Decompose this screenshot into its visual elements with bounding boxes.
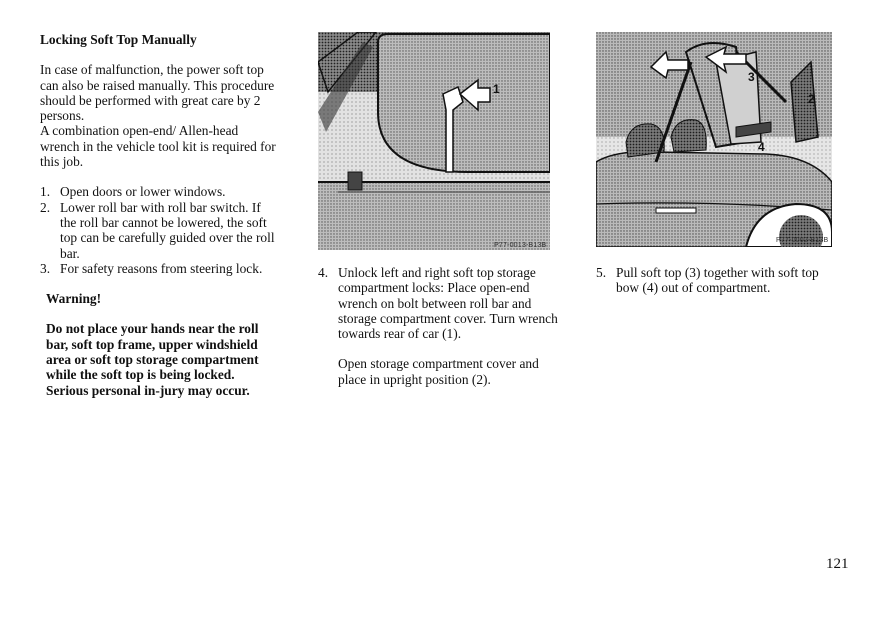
step-number: 1. bbox=[40, 184, 51, 200]
step-number: 2. bbox=[40, 199, 51, 215]
step-number: 3. bbox=[40, 260, 51, 276]
step-text: Pull soft top (3) together with soft top bow (4) out of compartment. bbox=[616, 265, 819, 296]
compartment-lock-illustration bbox=[318, 32, 550, 250]
step-extra-text: Open storage compartment cover and place in upright position (2). bbox=[338, 356, 539, 387]
step-text: Unlock left and right soft top storage compartment locks: Place open-end wrench on bolt between roll bar and storage compartment cover. Turn wrench towards rear of car (1). bbox=[338, 265, 558, 342]
figure-soft-top-pull bbox=[596, 32, 832, 247]
soft-top-pull-illustration bbox=[596, 32, 832, 247]
step-text: Lower roll bar with roll bar switch. If the roll bar cannot be lowered, the soft top can be carefully guided over the roll bar. bbox=[60, 199, 275, 261]
figure-code: P77-0013-B13B bbox=[494, 242, 547, 249]
step-number: 5. bbox=[596, 265, 607, 280]
page-number: 121 bbox=[826, 556, 849, 572]
warning-text: Do not place your hands near the roll bar, soft top frame, upper windshield area or soft top storage compartment while the soft top is being locked. Serious personal in-jury may occur. bbox=[46, 321, 259, 398]
warning-heading: Warning! bbox=[46, 291, 102, 307]
callout-label: 4 bbox=[758, 140, 765, 154]
callout-label: 3 bbox=[748, 70, 755, 84]
intro-paragraph-1: In case of malfunction, the power soft top can also be raised manually. This procedure should be performed with great care by 2 persons. bbox=[40, 62, 275, 124]
page-title: Locking Soft Top Manually bbox=[40, 32, 197, 47]
figure-code: P77-0002-B13B bbox=[776, 237, 829, 244]
right-column bbox=[596, 265, 836, 296]
list-item bbox=[40, 184, 280, 199]
step-4 bbox=[318, 265, 568, 387]
callout-label: 1 bbox=[493, 82, 500, 96]
step-text: For safety reasons from steering lock. bbox=[60, 260, 263, 276]
step-5 bbox=[596, 265, 836, 296]
list-item bbox=[40, 261, 280, 276]
step-text: Open doors or lower windows. bbox=[60, 184, 226, 200]
callout-label: 2 bbox=[808, 92, 815, 106]
figure-compartment-lock bbox=[318, 32, 550, 250]
list-item bbox=[40, 200, 280, 261]
left-column bbox=[40, 32, 280, 398]
intro-paragraph-2: A combination open-end/ Allen-head wrench in the vehicle tool kit is required for this job. bbox=[40, 123, 276, 170]
steps-list bbox=[40, 184, 280, 276]
middle-column bbox=[318, 265, 568, 387]
step-number: 4. bbox=[318, 265, 329, 280]
